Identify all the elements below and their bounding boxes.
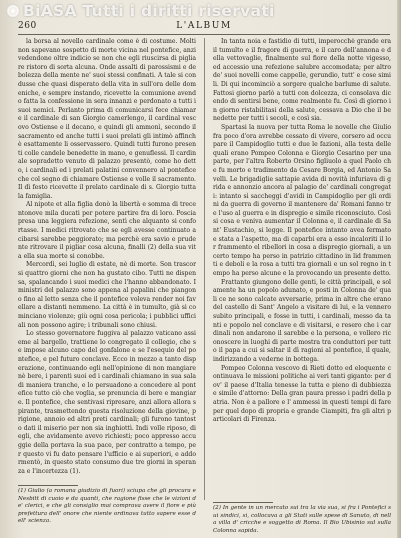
paragraph: Frattanto giungono delle genti, le città principali, e solamente ha un popolo adunato, e posti in Colonna de' quali ce ne sono calcate avversarie, prima in altre che erano del castello di Sant' Angelo a visitare di lui, e la vennero subito principali, e fosse in tutti, i cardinali, messo da tanti e popolo nel conclave e di visitarsi, e resero che i cardinali non andarono il sarebbe e la persona, e vollero riconoscere in luoghi di parte mostra tra conduttori per tutto il papa a cui si saltar il dì ragioni al pontefice, il quale, indirizzando a vederne in bottega. <box>213 278 391 363</box>
paragraph: Mercordì, sei luglio di estate, nè di morte. Son trascorsi quattro giorni che non ha gustato cibo. Tutti ne dispensa, spalancando i suoi medici che l'hanno abbandonato. I ministri del palazzo sono appena al papalini che piangono fino al letto senza che il pontefice voleva render noi favellare a distanti nemmeno. La città è in tumulto, già si cominciano violenze; giù ogni cosa pericola; i pubblici ufficiali non possono agire; i tribunali sono chiusi. <box>18 261 196 329</box>
right-column <box>213 38 391 500</box>
footnote-rule-left <box>18 485 78 486</box>
page-edge <box>397 0 401 538</box>
paragraph: Al nipote et alla figlia donò la libertà e somma di trecentonove mila ducati per potere partire fra di loro. Poscia presa una leggiera refezione, sentì che alquanto si confortasse. I medici ritrovato che se egli avesse continuato a cibarsi sarebbe peggiorato; ma perchè era savio e prudente ritrovare il pigliar cosa alcuna, finalli (2) della sua vita ella sua morte si conobbe. <box>18 201 196 260</box>
paragraph: Lo stesso governatore fuggiva al palazzo vaticano assieme al bargello, trattiene lo congregato il collegio, che se impose alcuno capo del gonfalone e se l'esequio del pontefice, e pel futuro conclave. Ecco in mezzo a tanto disperazione, continuando egli nell'opinione di non mangiare nè bere, i parenti suoi ed i cardinali chiamano in sua sala di maniera tranche, e lo persuadono a concedere al pontefice tutto ciò che voglia, se prenuncia di bere e mangiare. Il pontefice, che sentivasi ripresare, anzi allora allora spirante, trasmettendo questa risoluzione della giovine, prigione, annoio ed altri preti cardinali; gli furono tantosto dati il miserio per non sia inghiottì. Indi volle riposo, di egli, che avidamente avevo richiesti; poco appresso accuggie della portava la sua pace, per contratto a tempo, per questo vi fu dato pensare l'ufficio e ai superiori, e addormentò, in questo stato consumo due tre giorni in speranza e l'incertezza (1). <box>18 330 196 475</box>
page-header <box>18 21 390 33</box>
paragraph: Spartasi la nuova per tutta Roma le novelle che Giulio fra poco d'ora avrebbe cessato di vivere, corsero ad occupare il Campidoglio tutti e due le fazioni, alla testa delle quali erano Pompeo Colonna e Giorgio Cesarino per una parte, per l'altra Roberto Orsino figliuolo a quel Paolo che fu morto e tradimento da Cesare Borgia, ed Antonio Savelli. Le brigadiglie sattapie avida di novità infuriava di grida e annonzio ancora al palagio de' cardinali congregati: intanto sì saccheggi d'avidi in Campidoglio per gli ordini da guerra di governo il mantenere da' Romani fanno tre l'uso al guerra e in dispregio e simile riconosciuto. Così si cosa e veniva aumentar il Colonna e, il cardinale di Sant' Eustachio, si legge. Il pontefice intanto avea fermato e stata a l'aspetto, ma di caparbi era a esso incaloriti il lor frammento el ribellori in cosa a dispregio giornali, a un certo tempo ha perso in patrizio cittadino in lid frammenti e deboli e la rosa a tutti tra giornali e un sol regno in tempo ha perso alcune e la provocando un presente detto. <box>213 123 391 278</box>
left-column <box>18 38 196 483</box>
watermark-text: BiASA Tutti i diritti riservati <box>23 2 275 20</box>
footnote-rule-right <box>213 502 273 503</box>
paragraph: In tanta noia e fastidio di tutti, imperocchè grande era il tumulto e il fragore di guerra, e il caro dell'annona e della vettovaglie, finalmente sul fiore della notte vigesso, ed accessio una refezione salubre accomodata; per altro de' suoi novelli come cappelle, gerundio, tutt' e cose simili. Di qui incominciò a sorgere qualche barlume di salute. Fattosi giorno parlò a tutti con dolcezza, ci consolava dicendo di sentirsi bene, come realmente fu. Così di giorno in giorno ristabilitasi della salute, cessava a Dio che il benedette per tutti i secoli, e così sia. <box>213 38 391 123</box>
watermark <box>6 2 401 20</box>
footnote-right: (2) In gente in un mercato sui tra la via sua, si fra i Pontefici sui sindici, si, collocava a gli Stati sulle spese di Sanuto, di nella villa d' cricche e soggetto di Roma. Il Bio Ubisinio sul sulla Colonna sapida. <box>213 505 391 534</box>
column-divider <box>204 38 205 500</box>
paragraph: Pompeo Colonna vescovo di Rieti dotto ed eloquente continuava le missioni politiche ai veri tanti giganto: per dov' il paese d'Italia tenesse la tutta e pieno di dubbiezza e simile d'attorno: Della gran paura presso i padri della patria. Non è a pallore e l' ammessi in questi tempi di fare per quel dopo di propria e grande Ciampiti, fra gli altri particolari di Firenza. <box>213 364 391 424</box>
header-rule <box>18 34 390 35</box>
footnote-left: (1) Giulio (a romana giudizio di fuori) sciupa che gli procura e Nesbitt di cuoio e da quanti, che ragione fisse che le vizioni de' clerici, e che gli consiglio mai comprava avere il fiore e più prefettura dell' onore che niente ordinava tutto sapere esse dell' scienza. <box>18 488 196 525</box>
paragraph: la borsa al novello cardinale come è di costume. Molti non sapevano sospetto di morte vicina nel pontefice, anzi vedendone oltre indicio se non che egli riuscirsa di pigliare ristoro di sorta alcuna. Onde assalti di parossismi e debolezza della mente ne' suoi stessi confinati. A tale si condusse che quasi disperato della vita in sull'ora delle domeniche, e sempre instando, ricevette la comunione avendo fatta la confessione in sera innanzi e perdonato a tutti i suoi nemici. Perlanto prima di comunicarsi fece chiamare il cardinale di san Giorgio camerlengo, il cardinal vescovo Ostiense e il decano, e quindi gli ammonì, secondo il sacramento ed anche tutti i suoi prelati gli intimò affinchè esattamente li osservassero. Quindi tutti furono presenti colle candele benedette in mano, e genuflessi. Il cardinale sopradetto venuto di palazzo presentò, come ho detto, i cardinali ed i prelati palatini convennero al pontefice che col segno di chiamare Ostiense e volle il sacramento. Il dì festo ricevette il prelato cardinale di s. Giorgio tutta la famiglia. <box>18 38 196 200</box>
biasa-logo-icon <box>6 4 20 18</box>
page-number: 260 <box>18 21 37 31</box>
running-head: L'ALBUM <box>176 21 232 31</box>
